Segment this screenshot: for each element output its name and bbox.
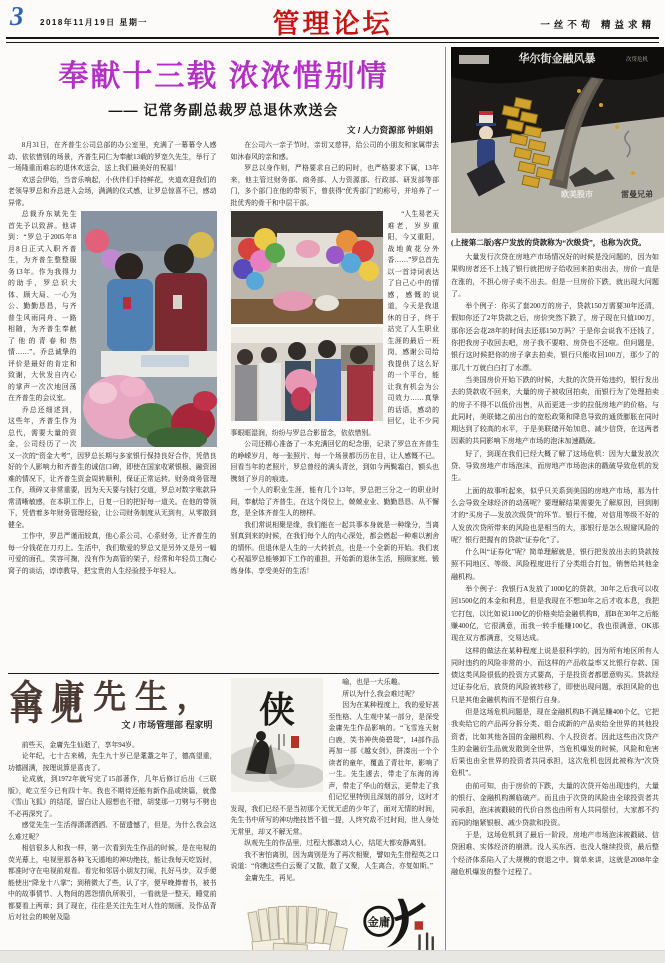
paragraph: 什么叫“证券化”呢？简单理解就是，银行把发放出去的贷款按照不同地区、等级、风险程度进行了分类组合打包，销售给其他金融机构。 — [451, 548, 659, 581]
jinyong-byline: 文 / 市场管理部 程家明 — [121, 720, 213, 730]
page-body — [0, 43, 665, 963]
paragraph: 论成就，到1972年就写完了15部著作，几年后修订后出《三联版》，屹立至今已有四十年。我也不期待还能有新作品或续篇，就像《雪山飞狐》的结尾，留白让人遐想也不错，胡斐那一刀劈与不劈也不必再深究了。 — [8, 776, 217, 818]
jinyong-column-right — [231, 677, 440, 963]
page-number: 3 — [10, 1, 24, 31]
paragraph: 举个例子：我银行A发放了1000亿的贷款，30年之后我可以收回1500亿的本金和利息，但是我现在不想30年之后才收本息，我把它打包，以比如说1100亿的价格卖给金融机构B，那B在30年之后能赚400亿，它很满意，而我一转手能赚100亿，我也很满意，OK那现在双方都满意，交易达成。 — [451, 585, 659, 643]
column-divider-line — [445, 47, 446, 963]
paragraph: 前些天，金庸先生仙逝了，享年94岁。 — [21, 741, 139, 749]
paragraph: 工作中，罗总严谨而较真，他心系公司、心系财务，让齐普生的每一分钱花在刀刃上。生活中，我们敬爱的罗总又是另外又是另一幅可爱的面孔，笑容可掬，没有作为高管的架子，经常和年轻员工掏心窝子的谈话，谆谆教导，把宝贵的人生经验授予年轻人。 — [8, 533, 217, 575]
article-subhead: —— 记常务副总裁罗总退休欢送会 — [108, 102, 339, 118]
page-header — [0, 0, 665, 37]
paragraph: 总裁乔东斌先生首先予以致辞。他讲到：“罗总于2005年8月8日正式入职齐普生，为齐普生整整服务13年。作为我得力的助手，罗总识大体、顾大局、一心为公、勤勤恳恳，与齐普生风雨同舟、一路相随，为齐普生奉献了他的青春和热情……”。乔总诚挚的评价是最好的肯定和致谢，大伙发自内心的掌声一次次地回荡在齐普生的会议室。 — [8, 211, 77, 402]
svg-text:侠: 侠 — [258, 690, 295, 730]
jinyong-article — [8, 674, 439, 963]
paragraph: 由前可知，由于房价的下跌，大量的次贷开始出现违约，大量的银行、金融机构濒临破产。而且由于次贷的风险由全球投资者共同承担，泡沫被戳破的代价自然也由所有人共同偿付，大家都不约而同的缩紧银根、减少贷款和投资。 — [451, 781, 659, 827]
paragraph: 相信很多人和我一样，第一次看到先生作品的时候，是在电视的荧光幕上，电视里那各种飞天遁地的神功绝技，能让我每天吃饭时，都准时守在电视前观看。看完和邻居小朋友打闹，扎好马步，双手便能使出“降龙十八掌”；到稍微大了些，认了字，便早晚捧着书，被书中的故事情节、人物间的恩怨情仇所吸引，一看就是一整天，睡觉前都要看上两章；到了现在，往往是关注先生对人性的刻画，及作品背后对社会的映射及隐 — [8, 845, 217, 921]
subprime-article-text — [451, 236, 659, 948]
paragraph: 举个例子：你买了套200万的房子，贷款150万需要30年还清，假如你还了2年贷款之后，房价突然下跌了，房子现在只值100万，那你还会花28年的时间去还那150万吗？于是你会说我不还钱了，你把我房子收回去吧，房子我不要啦、房贷也不还啦。但问题是，银行这时候把你的房子拿去拍卖，银行只能收回100万，那少了的那几十万就白白打了水漂。 — [451, 302, 659, 372]
paragraph: 我们常说相聚是缘，我们能在一起共事本身就是一种缘分，当离别真到来的时候，在我们每个人的内心深处，都会燃起一种难以割舍的情怀。但退休是人生的一大转折点，也是一个全新的开始。我们衷心祝福罗总能够卸下工作的重担，开始新的退休生活，照顾家庭、锻炼身体、享受美好的生活！ — [230, 521, 439, 575]
masthead-slogan: 一丝不苟 精益求精 — [540, 20, 655, 31]
paragraph: 但是这场危机问题是，现在金融机构B不满足赚400个亿，它把我卖给它的产品再分拆分类、组合成新的产品卖给全世界的其他投资者，比如其他各国的金融机构、个人投资者。因此这些由次贷产生的金融衍生品就发散到全世界，当危机爆发的时候，风险和危害后果也由全世界的投资者共同承担，这次危机也因此被称为“次贷危机”。 — [451, 707, 659, 778]
cartoon-subtitle-label: 次贷危机 — [625, 57, 649, 63]
paragraph: 金庸先生，再见。 — [244, 874, 300, 882]
paragraph: 论年纪，七十古来稀，先生九十岁已是耄耋之年了，德高望重，功德圆满，按理说算是喜丧了。 — [8, 753, 217, 772]
svg-text:金庸: 金庸 — [367, 917, 391, 929]
paragraph: 纵观先生的作品里，过程大都激动人心，结尾大都安静离别。 — [244, 840, 431, 847]
cartoon-label-stocks: 欧美股市 — [561, 190, 593, 199]
retirement-article-head — [8, 45, 439, 137]
paragraph: 公司还精心准备了一本充满回忆的纪念册，记录了罗总在齐普生的峥嵘岁月，每一张照片、每一个场景都历历在目，让人感慨不已。回看当年的老照片，罗总曾经的满头青丝，到如今两鬓霜白，额头也镌刻了岁月的痕迹。 — [230, 441, 439, 483]
page-bottom-margin — [0, 950, 665, 963]
jinyong-title: 金庸先生，再见 — [10, 680, 217, 728]
paragraph: 罗总以身作则，严格要求自己的同时，也严格要求下属，13年来，他主管过财务部、商务部、人力资源部、行政部、研发部等部门，多个部门在他的带领下，曾获得“优秀部门”的称号，并培养了一批优秀的骨干和中层干部。 — [230, 165, 439, 207]
paragraph: 在公司六一亲子节时，亲切又慈祥，给公司的小朋友和家属带去如沐春风的亲和感。 — [230, 142, 439, 161]
paragraph: 感觉先生一生活得潇潇洒洒、不留遗憾了，但是，为什么我会这么难过呢？ — [8, 822, 217, 841]
photo-ceremony-signing — [81, 211, 217, 447]
cartoon-wall-street-storm — [451, 47, 664, 233]
column-right — [231, 140, 440, 671]
cartoon-label-lehman: 雷曼兄弟 — [621, 190, 653, 199]
retirement-article-columns — [8, 140, 439, 671]
paragraph: “人生易老天难老，岁岁重阳，今又重阳，战地黄花分外香……”罗总首先以一首诗词表达了自己心中的情感，感慨的说道，今天是我退休的日子，终于站完了人生职业生涯的最后一班岗，感谢公司给我提供了这么好的一个平台，能让我有机会为公司效力……真挚的话语，感动的回忆，让不少同事眼眶湿润，纷纷与罗总合影留念，依依惜别。 — [230, 211, 439, 437]
paragraph: 乔总还细述到，这些年，齐普生作为总代，需要大量的资金，公司经历了一次又一次的“资金大考”，因罗总长期与多家银行保持良好合作，凭借良好的个人影响力和齐普生的诚信口碑，即使在国家收紧银根、融资困难的情况下，让齐普生资金周转顺利，保证正常运转。财务商务管理工作，琐碎又非常重要，因为天天要与钱打交道，罗总对数字账款异常清晰敏感，在本职工作上，日复一日的把好每一道关。在他的带领下，凭借着多年财务管理经验，让公司财务制度从无到有，从零散到健全。 — [8, 406, 217, 529]
paragraph: 上面的故事听起来，似乎只关系到美国的房地产市场，那为什么会导致全球经济的动荡呢？要理解结果需要先了解原因，回到刚才的“买房子—发放次级贷”的环节。银行不傻，对信用等级不好的人发放次贷所带来的风险也是相当的大，那银行是怎么规避风险的呢？银行把握有的贷款“证券化”了。 — [451, 486, 659, 544]
paragraph: 于是，这场危机到了最后一阶段，房地产市场泡沫被戳破、信贷困难、实体经济的崩溃。没人买东西、也没人继续投资，最后整个经济体系陷入了大规模的衰退之中。简单来讲，这就是2008年金融危机爆发的整个过程了。 — [451, 830, 659, 876]
jinyong-column-left — [8, 677, 217, 963]
photo-stack — [231, 211, 383, 424]
photo-balloons-room — [231, 211, 383, 324]
article-headline: 奉献十三载 浓浓惜别情 — [58, 60, 389, 93]
paragraph: 喻，也是一大乐趣。 — [342, 679, 405, 686]
cartoon-title-label: 华尔街金融风暴 — [518, 53, 596, 65]
ink-painting-knight — [231, 678, 323, 792]
column-left — [8, 140, 217, 671]
sidebar-subprime-article — [451, 45, 659, 963]
paragraph: 我不害怕离别，因为离别是为了再次相聚，譬如先生借程英之口说道：“你瞧这些白云聚了又散，散了又聚，人生离合，亦复如斯。” — [230, 851, 439, 870]
cartoon-caption: (上接第二版)客户发放的贷款称为“次级贷”，也称为次贷。 — [451, 238, 646, 247]
article-byline: 文 / 人力资源部 钟娟娟 — [347, 125, 433, 135]
section-title: 管理论坛 — [272, 9, 393, 39]
paragraph: 一个人的职业生涯，能有几个13年，罗总把三分之一的职业时间，奉献给了齐普生，在这个岗位上，兢兢业业、勤勤恳恳、从不懈怠，是全体齐普生人的榜样。 — [230, 487, 439, 517]
cartoon-watermark-box — [459, 55, 489, 64]
paragraph: 好了，到现在我们已经大概了解了这场危机：因为大量发放次贷、导致房地产市场泡沫，而房地产市场泡沫的戳破导致危机的发生。 — [451, 449, 659, 483]
paragraph: 大量发行次贷在房地产市场情况好的时候是没问题的，因为如果购房者还不上钱了银行就把房子给收回来拍卖出去，房价一直是在涨的，不担心房子卖不出去。但是一旦房价下跌，就出现大问题了。 — [451, 253, 659, 298]
issue-date: 2018年11月19日 星期一 — [40, 18, 148, 27]
paragraph: 因为在某种程度上，我的爱好甚至性格、人生观中某一部分，是深受金庸先生作品影响的。“飞雪连天射白鹿，笑书神侠倚碧鸳”，14部作品再加一部《越女剑》，拼凑出一个个读者的童年，覆盖了青壮年，影响了一生。先生遽去，带走了东海的涛声，带走了华山的烟云，更带走了我们记忆里特别且深刻的部分，这时才发现，我们已经不是当初那个无忧无虑的少年了，面对无情的时间，先生书中所写的神功绝技皆不值一提，人终究敌不过时间，世人身处无常里，却又不解无常。 — [230, 702, 439, 836]
paragraph: 8月31日，在齐普生公司总部的办公室里，充满了一幕幕令人感动、依依惜别的场景，齐普生同仁为奉献13载的罗宽久先生，举行了一场隆重而难忘的退休欢送会，送上我们最美好的祝福！ — [8, 142, 217, 172]
left-region — [8, 45, 439, 963]
paragraph: 这样的做法在某种程度上说是很科学的，因为所有地区所有人同时违约的风险非常的小，而这样的产品收益率又比银行存款、国债这类风险很低的投资方式要高，于是投资者都愿意购买。贷款经过证券化后，放贷的风险被转移了，即使出现问题，承担风险的也只是其他金融机构而不是银行自身。 — [451, 646, 659, 704]
photo-group-farewell — [231, 327, 383, 421]
paragraph: 欢送会伊始，当音乐响起，小伙伴们手持鲜花，夹道欢迎我们的老领导罗总和乔总进入会场，满满的仪式感，让罗总惊喜不已，感动异常。 — [8, 176, 217, 207]
paragraph: 所以为什么我会难过呢？ — [342, 690, 419, 698]
paragraph: 当美国房价开始下跌的时候，大批的次贷开始违约，银行发出去的贷款收不回来，大量的房子被收回拍卖，而银行为了处理拍卖的房子不得不以低价出售，从而更进一步的拉低房地产的价格。与此同时，美联储之前出台的宽松政策和降息导致的通货膨胀在同时期达到了较高的水平，于是美联储开始加息、减少信贷，在这两者因素的共同影响下房地产市场的泡沫加速戳破。 — [451, 375, 659, 446]
